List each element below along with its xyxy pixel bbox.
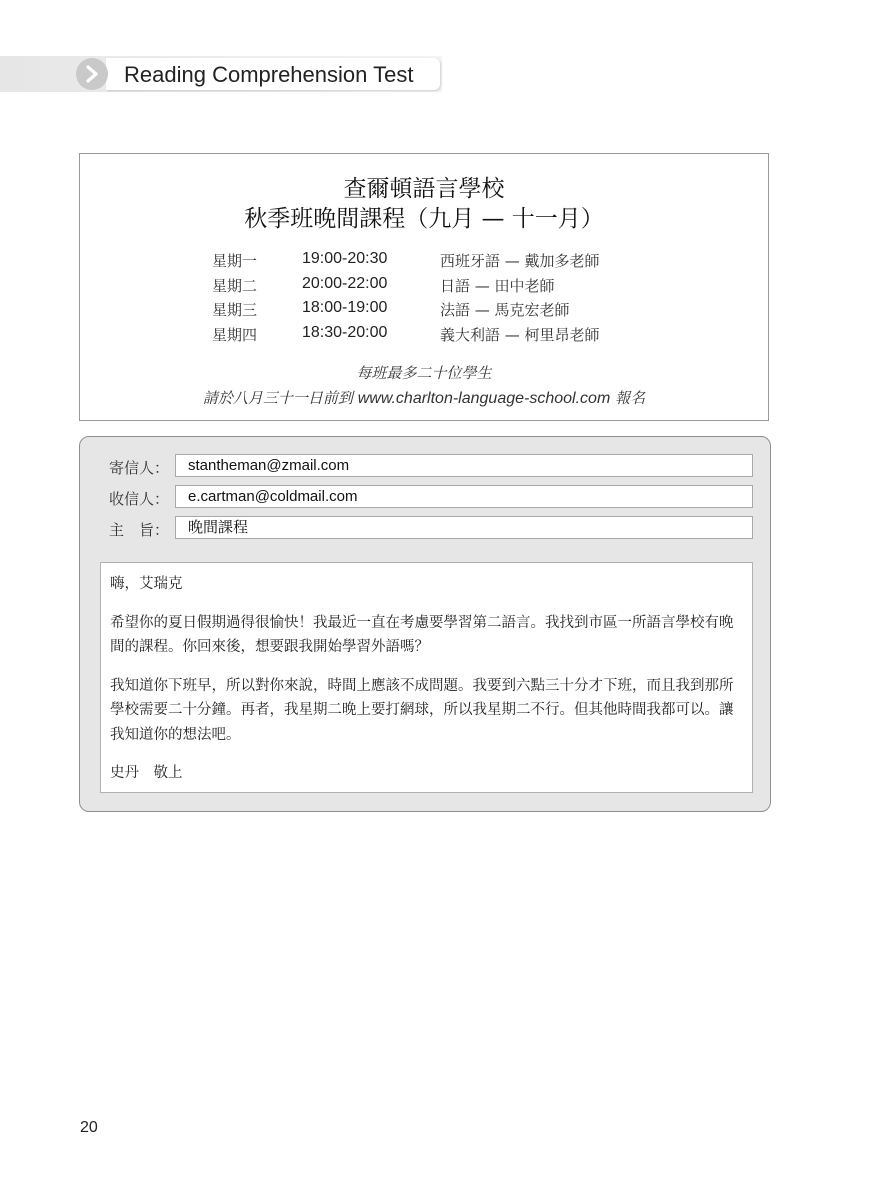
schedule-course: 西班牙語 — 戴加多老師 <box>440 252 600 270</box>
notice-course-title: 秋季班晚間課程（九月 — 十一月） <box>244 206 604 232</box>
registration-url: www.charlton-language-school.com <box>357 390 611 407</box>
email-paragraph-2: 我知道你下班早，所以對你來說，時間上應該不成問題。我要到六點三十分才下班，而且我到那所學校需要二十分鐘。再者，我星期二晚上要打網球，所以我星期二不行。但其他時間我都可以。讓我知道你的想法吧。 <box>110 677 734 743</box>
notice-registration-note <box>80 387 768 408</box>
schedule-course: 義大利語 — 柯里昂老師 <box>440 325 600 344</box>
to-label: 收信人： <box>109 490 170 508</box>
school-notice <box>79 153 769 421</box>
email-signature: 史丹 敬上 <box>110 765 183 781</box>
schedule-row <box>212 324 672 349</box>
schedule-day: 星期二 <box>212 276 258 295</box>
schedule-time: 18:00-19:00 <box>302 299 388 316</box>
subject-label: 主 旨： <box>109 521 170 539</box>
schedule-day: 星期三 <box>212 301 258 319</box>
subject-field[interactable]: 晚間課程 <box>175 516 753 539</box>
page-number: 20 <box>80 1119 98 1136</box>
notice-school-name: 查爾頓語言學校 <box>343 176 505 202</box>
email-paragraph-1: 希望你的夏日假期過得很愉快！我最近一直在考慮要學習第二語言。我找到市區一所語言學校有晚間的課程。你回來後，想要跟我開始學習外語嗎？ <box>110 614 734 655</box>
schedule-day: 星期四 <box>212 325 258 344</box>
schedule-day: 星期一 <box>212 252 258 270</box>
schedule-time: 18:30-20:00 <box>302 323 388 341</box>
page-header-title: Reading Comprehension Test <box>124 62 414 87</box>
registration-prefix: 請於八月三十一日前到 <box>202 389 353 407</box>
from-label: 寄信人： <box>109 459 170 477</box>
from-field[interactable]: stantheman@zmail.com <box>175 454 753 477</box>
class-schedule <box>212 250 672 348</box>
email-greeting: 嗨，艾瑞克 <box>110 576 183 592</box>
schedule-row <box>212 275 672 300</box>
schedule-course: 法語 — 馬克宏老師 <box>440 301 570 319</box>
email-panel <box>79 436 771 812</box>
schedule-course: 日語 — 田中老師 <box>440 276 555 295</box>
email-body[interactable] <box>100 562 753 793</box>
schedule-row <box>212 299 672 324</box>
schedule-time: 19:00-20:30 <box>302 250 388 267</box>
to-field[interactable]: e.cartman@coldmail.com <box>175 485 753 508</box>
registration-suffix: 報名 <box>615 389 646 407</box>
schedule-time: 20:00-22:00 <box>302 274 388 292</box>
schedule-row <box>212 250 672 275</box>
chevron-right-icon <box>76 58 108 90</box>
notice-capacity-note: 每班最多二十位學生 <box>356 364 492 382</box>
